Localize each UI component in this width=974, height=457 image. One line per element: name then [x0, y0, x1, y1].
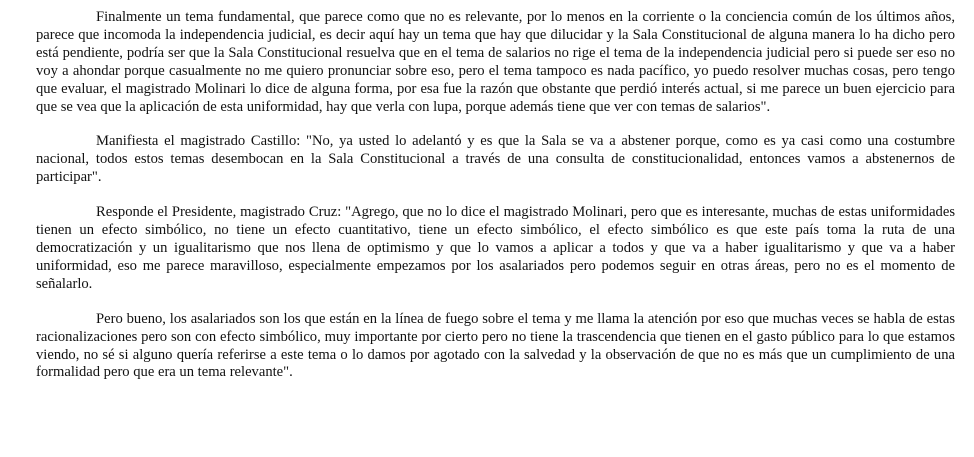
paragraph-3: Responde el Presidente, magistrado Cruz: "Agrego, que no lo dice el magistrado Molinari, pero que es interesante, muchas de estas uniformidades tienen un efecto simbólico, no tiene un efecto cuantitativo, tiene un efecto simbólico, el efecto simbólico es que este país toma la ruta de una democratización y un igualitarismo que nos llena de optimismo y que lo vamos a aplicar a todos y que va a haber igualitarismo y que va a haber uniformidad, eso me parece maravilloso, especialmente empezamos por los asalariados pero podemos seguir en otras áreas, pero no es el momento de señalarlo.	[36, 204, 955, 292]
paragraph-2: Manifiesta el magistrado Castillo: "No, ya usted lo adelantó y es que la Sala se va a abstener porque, como es ya casi como una costumbre nacional, todos estos temas desembocan en la Sala Constitucional a través de una consulta de constitucionalidad, entonces vamos a abstenernos de participar".	[36, 133, 955, 186]
paragraph-1: Finalmente un tema fundamental, que parece como que no es relevante, por lo menos en la corriente o la conciencia común de los últimos años, parece que incomoda la independencia judicial, es decir aquí hay un tema que hay que dilucidar y la Sala Constitucional de alguna manera lo ha dicho pero está pendiente, podría ser que la Sala Constitucional resuelva que en el tema de salarios no rige el tema de la independencia judicial pero si puede ser eso no voy a ahondar porque casualmente no me quiero pronunciar sobre eso, pero el tema tampoco es nada pacífico, yo puedo resolver muchas cosas, pero tengo que evaluar, el magistrado Molinari lo dice de alguna forma, por esa fue la razón que obstante que perdió interés actual, si me parece un buen ejercicio para que se vea que la aplicación de esta uniformidad, hay que verla con lupa, porque además tiene que ver con temas de salarios".	[36, 9, 955, 115]
paragraph-4: Pero bueno, los asalariados son los que están en la línea de fuego sobre el tema y me llama la atención por eso que muchas veces se habla de estas racionalizaciones pero son con efecto simbólico, muy importante por cierto pero no tiene la trascendencia que tienen en el gasto público para lo que estamos viendo, no sé si alguno quería referirse a este tema o lo damos por agotado con la salvedad y la observación de que no es más que un cumplimiento de una formalidad pero que era un tema relevante".	[36, 310, 955, 381]
document-page	[36, 9, 955, 382]
